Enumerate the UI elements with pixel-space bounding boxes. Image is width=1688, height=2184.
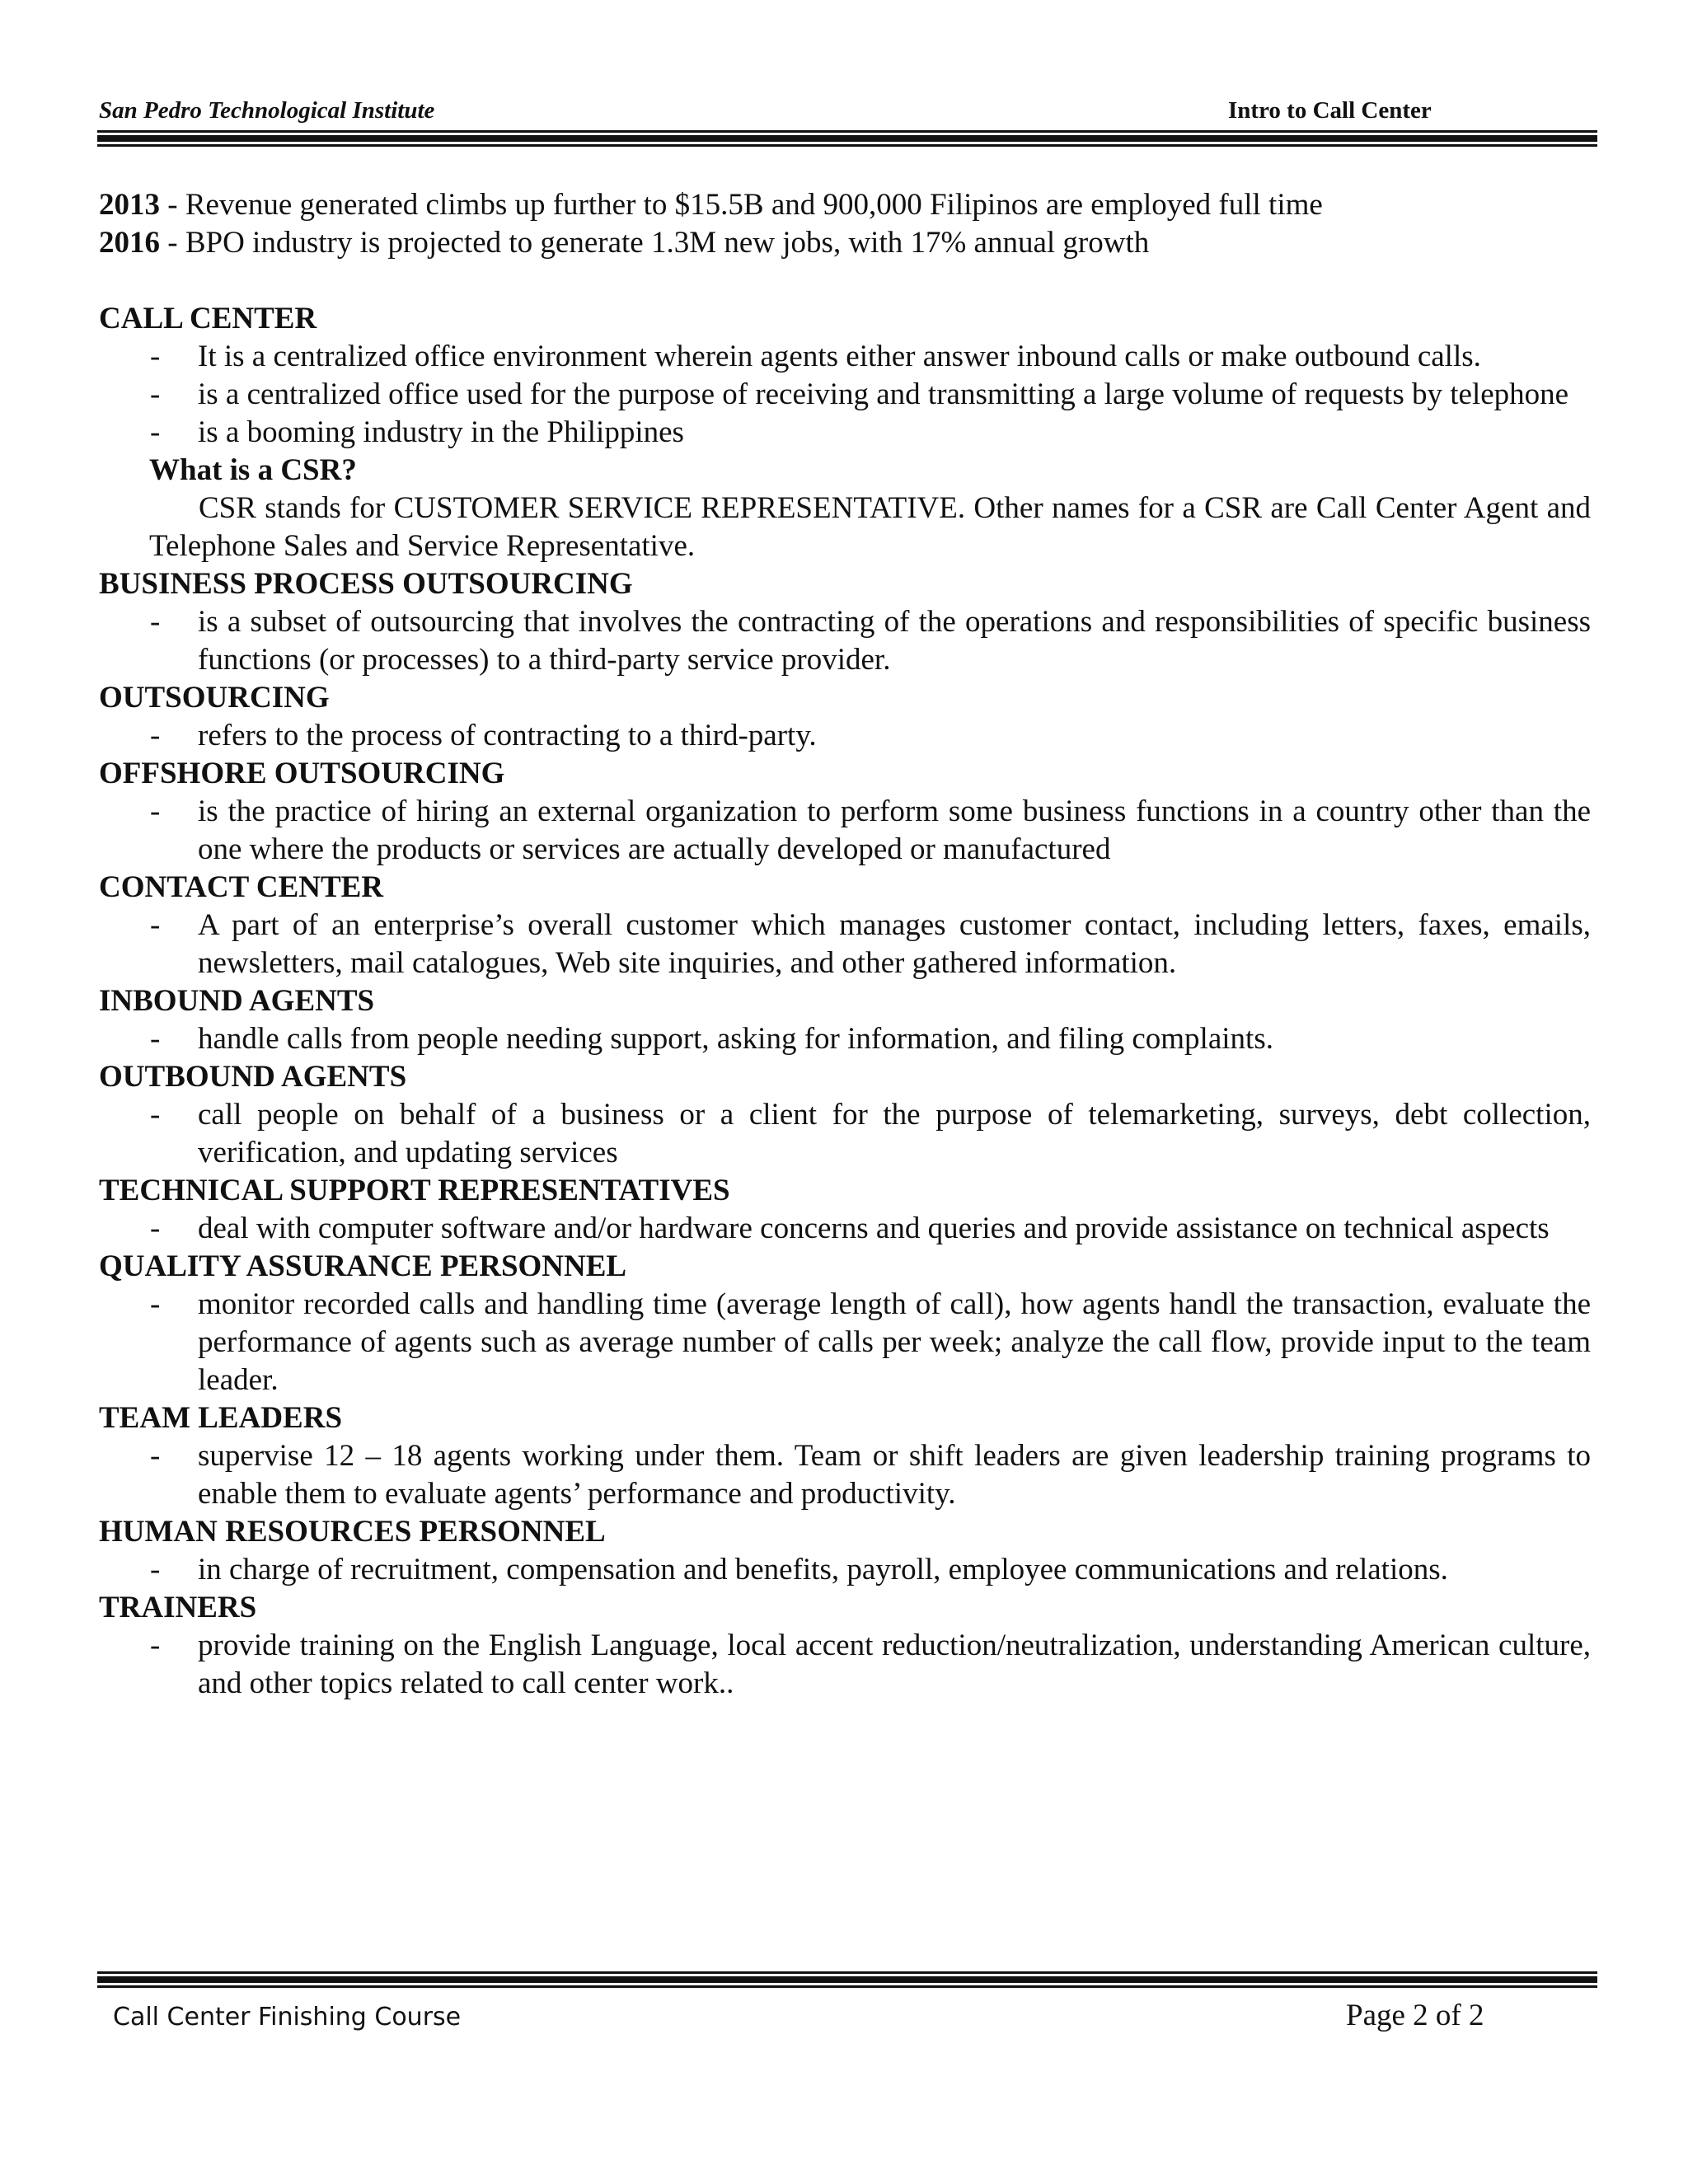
section-heading: TRAINERS (99, 1591, 257, 1624)
bullet-item: - call people on behalf of a business or a client for the purpose of telemarketing, surveys, debt collection, verification, and updating services (150, 1098, 1591, 1169)
section-heading: OFFSHORE OUTSOURCING (99, 757, 505, 790)
bullet-item: - monitor recorded calls and handling time (average length of call), how agents handl the transaction, evaluate the performance of agents such as average number of calls per week; analyze the call flow, provide input to the team leader. (150, 1287, 1591, 1397)
page-number: Page 2 of 2 (1346, 1999, 1484, 2032)
csr-definition: CSR stands for CUSTOMER SERVICE REPRESENTATIVE. Other names for a CSR are Call Center Agent and Telephone Sales and Service Representative. (149, 491, 1591, 563)
section-heading: OUTBOUND AGENTS (99, 1060, 407, 1094)
section-heading: CONTACT CENTER (99, 870, 384, 904)
timeline-entry: 2016 - BPO industry is projected to generate 1.3M new jobs, with 17% annual growth (99, 226, 1150, 260)
section-heading: OUTSOURCING (99, 681, 330, 715)
bullet-item: - A part of an enterprise’s overall customer which manages customer contact, including letters, faxes, emails, newsletters, mail catalogues, Web site inquiries, and other gathered information. (150, 908, 1591, 980)
section-heading: QUALITY ASSURANCE PERSONNEL (99, 1249, 627, 1283)
header-institute: San Pedro Technological Institute (99, 97, 435, 124)
section-heading: INBOUND AGENTS (99, 984, 375, 1018)
section-heading: BUSINESS PROCESS OUTSOURCING (99, 567, 633, 601)
bullet-item: - refers to the process of contracting to a third-party. (150, 719, 817, 752)
section-heading: CALL CENTER (99, 302, 317, 335)
bullet-item: - in charge of recruitment, compensation and benefits, payroll, employee communications and relations. (150, 1553, 1448, 1586)
bullet-item: - supervise 12 – 18 agents working under them. Team or shift leaders are given leadership training programs to enable them to evaluate agents’ performance and productivity. (150, 1439, 1591, 1511)
document-body (99, 186, 1591, 1703)
bullet-item: - handle calls from people needing support, asking for information, and filing complaints. (150, 1022, 1273, 1056)
header-course-topic: Intro to Call Center (1228, 97, 1432, 124)
bullet-item: - It is a centralized office environment wherein agents either answer inbound calls or make outbound calls. (150, 340, 1481, 373)
bullet-item: - is the practice of hiring an external organization to perform some business functions in a country other than the one where the products or services are actually developed or manufactured (150, 794, 1591, 866)
bullet-item: - is a booming industry in the Philippines (150, 415, 684, 449)
bullet-item: - provide training on the English Language, local accent reduction/neutralization, understanding American culture, and other topics related to call center work.. (150, 1629, 1591, 1700)
section-heading: TEAM LEADERS (99, 1401, 343, 1435)
timeline-entry: 2013 - Revenue generated climbs up further to $15.5B and 900,000 Filipinos are employed full time (99, 188, 1323, 222)
bullet-item: - is a subset of outsourcing that involves the contracting of the operations and responsibilities of specific business functions (or processes) to a third-party service provider. (150, 605, 1591, 677)
section-heading: TECHNICAL SUPPORT REPRESENTATIVES (99, 1174, 730, 1207)
footer-course: Call Center Finishing Course (113, 2003, 462, 2032)
bullet-item: - is a centralized office used for the purpose of receiving and transmitting a large volume of requests by telephone (150, 377, 1569, 411)
section-heading: HUMAN RESOURCES PERSONNEL (99, 1515, 606, 1549)
bullet-item: - deal with computer software and/or hardware concerns and queries and provide assistance on technical aspects (150, 1212, 1550, 1245)
csr-question: What is a CSR? (149, 453, 357, 487)
spacer (99, 262, 1591, 300)
